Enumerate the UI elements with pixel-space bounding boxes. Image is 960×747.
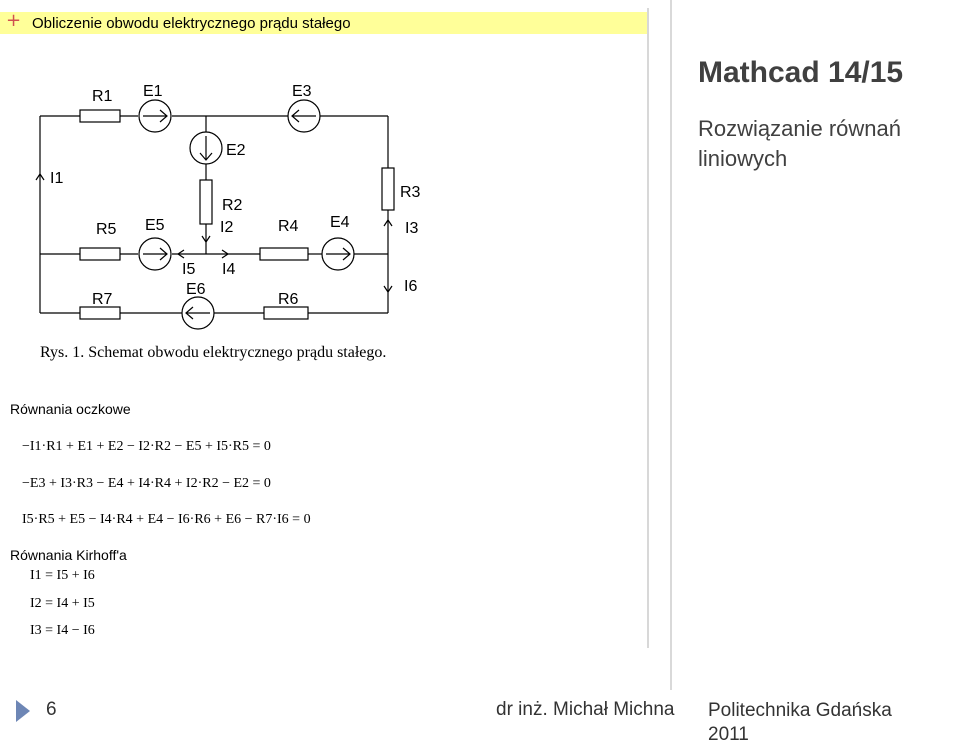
resistor-r7	[80, 307, 120, 319]
label-r5: R5	[96, 221, 117, 238]
slide-subtitle-line1: Rozwiązanie równań	[698, 116, 901, 141]
resistor-r1	[80, 110, 120, 122]
slide-title: Mathcad 14/15	[698, 56, 904, 89]
footer-institution	[708, 699, 892, 747]
label-e3: E3	[292, 83, 312, 100]
label-i3: I3	[405, 220, 419, 237]
kirchhoff-equation-2[interactable]: I2 = I4 + I5	[30, 596, 95, 611]
label-e4: E4	[330, 214, 350, 231]
label-i6: I6	[404, 278, 418, 295]
kirchhoff-equation-3[interactable]: I3 = I4 − I6	[30, 623, 95, 638]
worksheet-border	[647, 8, 649, 648]
label-e1: E1	[143, 83, 163, 100]
footer-year: 2011	[708, 724, 749, 745]
label-i5: I5	[182, 261, 196, 278]
label-i4: I4	[222, 261, 236, 278]
label-i2: I2	[220, 219, 234, 236]
slide-subtitle-line2: liniowych	[698, 146, 788, 171]
label-e6: E6	[186, 281, 206, 298]
page-number: 6	[46, 699, 57, 720]
label-i1: I1	[50, 170, 64, 187]
label-r2: R2	[222, 197, 243, 214]
label-r7: R7	[92, 291, 113, 308]
plus-icon[interactable]: +	[6, 10, 22, 31]
resistor-r3	[382, 168, 394, 210]
loop-equation-1[interactable]: −I1·R1 + E1 + E2 − I2·R2 − E5 + I5·R5 = 0	[22, 439, 271, 454]
worksheet-header-title: Obliczenie obwodu elektrycznego prądu stałego	[32, 15, 351, 32]
loop-equations-heading: Równania oczkowe	[10, 401, 131, 417]
label-r6: R6	[278, 291, 299, 308]
label-e5: E5	[145, 217, 165, 234]
circuit-diagram	[0, 60, 460, 340]
footer-author: dr inż. Michał Michna	[496, 699, 675, 720]
label-r1: R1	[92, 88, 113, 105]
kirchhoff-equation-1[interactable]: I1 = I5 + I6	[30, 568, 95, 583]
kirchhoff-equations-heading: Równania Kirhoff'a	[10, 547, 127, 563]
loop-equation-3[interactable]: I5·R5 + E5 − I4·R4 + E4 − I6·R6 + E6 − R7·I6 = 0	[22, 512, 311, 527]
resistor-r4	[260, 248, 308, 260]
label-r4: R4	[278, 218, 299, 235]
resistor-r6	[264, 307, 308, 319]
label-e2: E2	[226, 142, 246, 159]
label-r3: R3	[400, 184, 421, 201]
figure-caption: Rys. 1. Schemat obwodu elektrycznego prądu stałego.	[40, 344, 387, 361]
footer-triangle-icon	[16, 700, 30, 722]
resistor-r5	[80, 248, 120, 260]
loop-equation-2[interactable]: −E3 + I3·R3 − E4 + I4·R4 + I2·R2 − E2 = 0	[22, 476, 271, 491]
footer-institution-name: Politechnika Gdańska	[708, 700, 892, 721]
resistor-r2	[200, 180, 212, 224]
slide-divider	[670, 0, 672, 690]
